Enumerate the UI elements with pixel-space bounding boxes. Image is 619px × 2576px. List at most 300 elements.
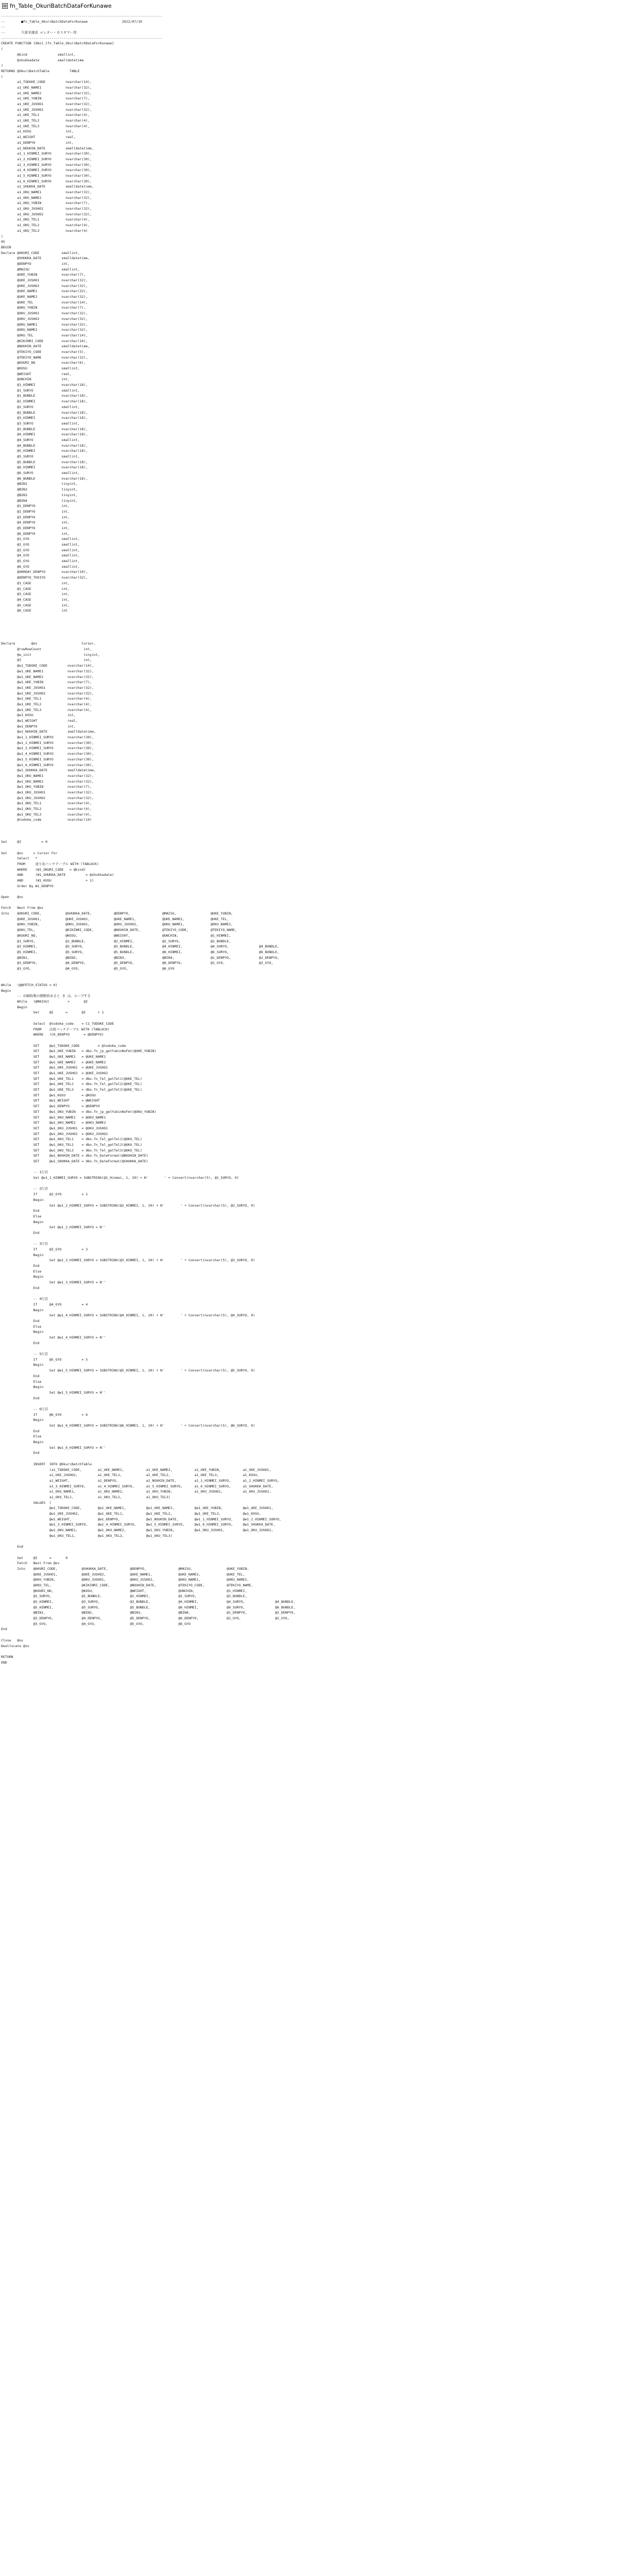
code-line: a1_UKE_JUSHO2 nvarchar(32),: [1, 107, 92, 112]
code-line: a1_3_HINMEI_SURYO nvarchar(30),: [1, 162, 92, 167]
code-line: SET @w1_OKU_JUSHO2 = @OKU_JUSHO2: [1, 1131, 108, 1136]
code-line: @4_DENPYO int,: [1, 520, 70, 525]
code-line: [1, 1550, 619, 1555]
code-line: @OKRDAY_DENPYO nvarchar(10),: [1, 570, 88, 574]
code-line: [1, 1015, 619, 1021]
code-line: Begin: [1, 1440, 44, 1445]
code-line: @OKU_JUSHO1 nvarchar(32),: [1, 311, 88, 316]
code-line: @NOUHIN_DATE smalldatetime,: [1, 344, 90, 349]
code-line: @w1_UKE_JUSHO2, @w1_UKE_TEL1, @w1_UKE_TEL2, @w1_UKE_TEL3, @w1_KOSU,: [1, 1512, 261, 1516]
code-line: @w1_UKE_JUSHO1 nvarchar(32),: [1, 685, 94, 690]
code-line: @6_BUNDLE nvarchar(18),: [1, 476, 88, 481]
code-line: SET @w1_OKU_TEL1 = dbo.fn_Tel_getTel1(@OKU_TEL): [1, 1137, 142, 1142]
code-line: Into @OKURI_CODE, @SHUKKA_DATE, @DENPYO, @MAISU, @UKE_YUBIN,: [1, 911, 233, 916]
code-line: a1_OKU_JUSHO2 nvarchar(32),: [1, 212, 92, 216]
code-line: -- 2行目: [1, 1187, 48, 1191]
code-line: @w1_OKU_JUSHO2 nvarchar(32),: [1, 795, 94, 800]
code-line: @w1_OKU_TEL1, @w1_OKU_TEL2, @w1_OKU_TEL3): [1, 1533, 173, 1538]
code-line: @OKU_NAME1 nvarchar(32),: [1, 322, 88, 327]
code-line: @UNCHIN int,: [1, 377, 70, 382]
code-line: Begin: [1, 1197, 44, 1202]
code-line: WHERE (C0_DENPYO = @DENPYO): [1, 1032, 104, 1037]
code-line: @3_HINMEI, @3_SURYO, @3_BUNDLE, @4_HINMEI, @4_SURYO, @4_BUNDLE,: [1, 1600, 296, 1604]
code-line: [1, 1236, 619, 1242]
code-line: Else: [1, 1434, 42, 1439]
code-line: @2_SURYO smallint,: [1, 404, 80, 409]
code-line: Begin: [1, 1219, 44, 1224]
code-line: a1_6_HINMEI_SURYO nvarchar(30),: [1, 179, 92, 183]
code-line: @5_BUNDLE nvarchar(18),: [1, 460, 88, 464]
code-line: SET @w1_TODOKE_CODE = @todoke_code: [1, 1043, 126, 1048]
code-line: [1, 977, 619, 982]
code-line: a1_OKU_NAME1 nvarchar(32),: [1, 190, 92, 194]
code-line: -- 6行目: [1, 1406, 48, 1411]
code-line: @OKU_JUSHO2 nvarchar(32),: [1, 316, 88, 321]
code-line: @3_DENPYO, @4_DENPYO, @5_DENPYO, @6_DENPYO, @1_GYO, @2_GYO,: [1, 1616, 289, 1621]
code-line: a1_TODOKE_CODE nvarchar(14),: [1, 80, 92, 84]
code-line: [1, 1181, 619, 1187]
code-line: @UKE_YUBIN nvarchar(7),: [1, 273, 86, 277]
code-line: @w1_1_HINMEI_SURYO nvarchar(30),: [1, 735, 94, 740]
code-line: @KOURI_NO nvarchar(6),: [1, 361, 86, 365]
code-line: [1, 636, 619, 641]
code-line: If @6_GYO = 6: [1, 1412, 88, 1417]
code-line: End: [1, 1545, 24, 1549]
code-line: a1_5_HINMEI_SURYO nvarchar(30),: [1, 173, 92, 178]
code-line: If @2_GYO = 2: [1, 1192, 88, 1197]
code-line: FROM 送り状バッチテーブル WITH (TABLOCK): [1, 861, 99, 866]
code-line: @6_DENPYO int,: [1, 531, 70, 536]
code-line: a1_2_HINMEI_SURYO nvarchar(30),: [1, 157, 92, 161]
code-line: @6_SURYO smallint,: [1, 471, 80, 476]
code-line: Set @w1_1_HINMEI_SURYO = SUBSTRING(@1_Hinmei, 1, 20) + N' ' + Convert(nvarchar(5), @1_SURYO, 0): [1, 1176, 239, 1180]
code-line: Fetch Next From @ov: [1, 906, 44, 910]
code-line: Deallocate @ov: [1, 1643, 29, 1648]
code-line: @KOSU smallint,: [1, 366, 80, 370]
code-line: a1_UKE_NAME1 nvarchar(32),: [1, 85, 92, 90]
code-line: @SHUKKA_DATE smalldatetime,: [1, 256, 90, 261]
code-line: Fetch Next From @ov: [1, 1561, 60, 1566]
code-line: a1_1_HINMEI_SURYO nvarchar(30),: [1, 151, 92, 156]
code-line: SET @w1_OKU_TEL2 = dbo.fn_Tel_getTel2(@OKU_TEL): [1, 1142, 142, 1147]
code-line: Begin: [1, 1308, 44, 1312]
code-line: @w1_UKE_TEL3 nvarchar(4),: [1, 707, 92, 712]
code-line: a1_UKE_TEL2 nvarchar(4),: [1, 118, 90, 123]
code-line: @w1_WEIGHT, @w1_DENPYO, @w1_NOUHIN_DATE, @w1_1_HINMEI_SURYO, @w1_2_HINMEI_SURYO,: [1, 1517, 281, 1521]
code-line: CREATE FUNCTION [dbo].[fn_Table_OkuriBatchDataForKunawe]: [1, 41, 114, 46]
code-line: @5_DENPYO int,: [1, 526, 70, 530]
code-line: a1_NOUHIN_DATE smalldatetime,: [1, 146, 94, 150]
code-line: ): [1, 234, 3, 239]
code-line: BEGIN: [1, 245, 11, 249]
code-line: End: [1, 1627, 7, 1632]
code-line: @UKE_NAME1 nvarchar(32),: [1, 289, 88, 294]
code-line: Select *: [1, 856, 38, 861]
code-line: Set @w1_2_HINMEI_SURYO = SUBSTRING(@2_HINMEI, 1, 20) + N' ' + Convert(nvarchar(5), @2_SURYO, 0): [1, 1203, 255, 1208]
code-line: @4_HINMEI nvarchar(18),: [1, 432, 88, 437]
code-line: @w1_TODOKE_CODE, @w1_UKE_NAME1, @w1_UKE_NAME2, @w1_UKE_YUBIN, @w1_UKE_JUSHO1,: [1, 1506, 273, 1511]
code-line: Else: [1, 1324, 42, 1329]
code-line: Open @ov: [1, 895, 24, 899]
code-line: @UKE_JUSHO1, @UKE_JUSHO2, @UKE_NAME1, @UKE_NAME2, @UKE_TEL,: [1, 1572, 245, 1577]
code-line: @OKU_NAME2 nvarchar(32),: [1, 328, 88, 332]
code-line: End: [1, 1451, 40, 1455]
code-line: @w1_6_HINMEI_SURYO nvarchar(30),: [1, 762, 94, 767]
code-line: SET @w1_UKE_NAME2 = @UKE_NAME2: [1, 1060, 106, 1064]
code-line: @w1_WEIGHT real,: [1, 719, 78, 723]
document-title: fn_Table_OkuriBatchDataForKunawe: [10, 2, 112, 9]
code-line: [1, 1291, 619, 1297]
code-line: [1, 972, 619, 977]
code-line: @w1_UKE_TEL1 nvarchar(4),: [1, 697, 92, 701]
code-line: @3_GYO, @4_GYO, @5_GYO, @6_GYO: [1, 966, 175, 971]
code-line: Begin: [1, 1363, 44, 1367]
code-line: @UKE_JUSHO1 nvarchar(32),: [1, 278, 88, 282]
code-line: End: [1, 1318, 40, 1323]
code-line: @5_SURYO smallint,: [1, 454, 80, 459]
code-line: [1, 889, 619, 894]
code-line: Else: [1, 1214, 42, 1218]
code-line: Begin: [1, 988, 11, 993]
code-line: -- 3行目: [1, 1242, 48, 1246]
code-line: Set @w1_3_HINMEI_SURYO = SUBSTRING(@3_HINMEI, 1, 20) + N' ' + Convert(nvarchar(5), @3_SURYO, 0): [1, 1258, 255, 1263]
code-line: @5_HINMEI nvarchar(18),: [1, 449, 88, 453]
code-line: @w1_UKE_TEL2 nvarchar(4),: [1, 702, 92, 706]
code-line: a1_UKE_TEL1 nvarchar(4),: [1, 113, 90, 117]
code-line: @w1_OKU_TEL2 nvarchar(4),: [1, 807, 92, 811]
code-line: SET @w1_UKE_JUSHO2 = @UKE_JUSHO2: [1, 1071, 108, 1075]
code-line: @3_CASE int,: [1, 592, 70, 597]
code-line: @MAISU smallint,: [1, 267, 80, 272]
code-line: @1_SURYO, @1_BUNDLE, @2_HINMEI, @2_SURYO, @2_BUNDLE,: [1, 939, 231, 943]
code-line: a1_OKU_NAME1, a1_OKU_NAME2, a1_OKU_YUBIN, a1_OKU_JUSHO1, a1_OKU_JUSHO2,: [1, 1489, 271, 1494]
code-line: SET @w1_UKE_YUBIN = dbo.fn_jp_getYubinNoFmt(@UKE_YUBIN): [1, 1049, 157, 1054]
code-line: a1_4_HINMEI_SURYO nvarchar(30),: [1, 168, 92, 173]
code-line: @w1_5_HINMEI_SURYO nvarchar(30),: [1, 757, 94, 761]
code-line: @3_BUNDLE nvarchar(18),: [1, 427, 88, 431]
code-line: @kind smallint,: [1, 52, 76, 57]
code-line: (: [1, 74, 3, 79]
code-line: a1_3_HINMEI_SURYO, a1_4_HINMEI_SURYO, a1_5_HINMEI_SURYO, a1_6_HINMEI_SURYO, a1_SHUKKA_DATE,: [1, 1484, 273, 1488]
code-line: -- 4行目: [1, 1297, 48, 1301]
code-line: @3_HINMEI nvarchar(18),: [1, 416, 88, 420]
code-line: @BIN1, @BIN2, @BIN3, @BIN4, @1_DENPYO, @2_DENPYO,: [1, 955, 280, 960]
sql-source-code: [0, 11, 619, 2576]
code-line: AND (W1_SHUKKA_DATE = @shukkadate): [1, 873, 114, 877]
code-line: @1_HINMEI nvarchar(18),: [1, 383, 88, 387]
code-line: @shukkadate smalldatetime: [1, 58, 84, 62]
code-line: @w1_NOUHIN_DATE smalldatetime,: [1, 730, 96, 734]
code-line: [1, 619, 619, 625]
code-line: @w1_OKU_TEL1 nvarchar(4),: [1, 801, 92, 806]
code-line: --: [1, 25, 5, 29]
code-line: SET @w1_OKU_YUBIN = dbo.fn_jp_getYubinNoFmt(@OKU_YUBIN): [1, 1109, 157, 1114]
code-line: @w_init tinyint,: [1, 652, 100, 657]
code-line: a1_UKE_NAME2 nvarchar(32),: [1, 91, 92, 95]
code-line: If @4_GYO = 4: [1, 1302, 88, 1307]
code-line: @2_GYO smallint,: [1, 543, 80, 547]
code-line: @UKE_NAME2 nvarchar(32),: [1, 295, 88, 299]
code-line: @w1_2_HINMEI_SURYO nvarchar(30),: [1, 740, 94, 745]
code-line: SET @w1_OKU_TEL3 = dbo.fn_Tel_getTel3(@OKU_TEL): [1, 1148, 142, 1153]
code-line: [1, 828, 619, 834]
code-line: @TEKIYO_CODE nvarchar(5),: [1, 349, 86, 354]
code-line: @3_SURYO smallint,: [1, 421, 80, 426]
code-line: END: [1, 1660, 7, 1665]
code-line: Set @w1_4_HINMEI_SURYO = SUBSTRING(@4_HINMEI, 1, 20) + N' ' + Convert(nvarchar(5), @4_SURYO, 0): [1, 1313, 255, 1318]
code-line: @5_HINMEI, @5_SURYO, @5_BUNDLE, @6_HINMEI, @6_SURYO, @6_BUNDLE,: [1, 1605, 296, 1609]
code-line: RETURN: [1, 1654, 13, 1659]
code-line: a1_DENPYO int,: [1, 140, 74, 145]
code-line: While (@@FETCH_STATUS = 0): [1, 983, 58, 987]
code-line: @w1_OKU_NAME1, @w1_OKU_NAME2, @w1_OKU_YUBIN, @w1_OKU_JUSHO1, @w1_OKU_JUSHO2,: [1, 1528, 273, 1533]
code-line: a1_KOSU int,: [1, 129, 74, 134]
code-line: SET @w1_NOUHIN_DATE = dbo.fn_DateFormat(@NOUHIN_DATE): [1, 1154, 148, 1158]
code-line: [1, 1649, 619, 1654]
code-line: a1_SHUKKA_DATE smalldatetime,: [1, 184, 94, 189]
code-line: a1_OKU_JUSHO1 nvarchar(32),: [1, 207, 92, 211]
code-line: @w1_SHUKKA_DATE smalldatetime,: [1, 768, 96, 773]
code-line: @1_BUNDLE nvarchar(18),: [1, 394, 88, 398]
code-line: @w1_3_HINMEI_SURYO, @w1_4_HINMEI_SURYO, @w1_5_HINMEI_SURYO, @w1_6_HINMEI_SURYO, @w1_SHUKKA_DATE,: [1, 1522, 276, 1527]
code-line: @3_GYO smallint,: [1, 548, 80, 552]
code-line: [1, 1401, 619, 1406]
code-line: FROM 出荷バッチテーブル WITH (TABLOCK): [1, 1027, 110, 1031]
code-line: a1_UKE_JUSHO1 nvarchar(32),: [1, 102, 92, 106]
code-line: @2_HINMEI nvarchar(18),: [1, 399, 88, 404]
code-line: Set @ov = Cursor For: [1, 851, 58, 855]
code-line: [1, 834, 619, 839]
code-line: @4_SURYO smallint,: [1, 437, 80, 442]
code-line: @w1_OKU_NAME2 nvarchar(32),: [1, 779, 94, 784]
code-line: a1_UKE_JUSHO2, a1_UKE_TEL1, a1_UKE_TEL2, a1_UKE_TEL3, a1_KOSU,: [1, 1473, 259, 1478]
code-line: @2_DENPYO int,: [1, 509, 70, 514]
code-line: Into @OKURI_CODE, @SHUKKA_DATE, @DENPYO, @MAISU, @UKE_YUBIN,: [1, 1566, 249, 1571]
code-line: @OKU_YUBIN, @OKU_JUSHO1, @OKU_JUSHO2, @OKU_NAME1, @OKU_NAME2,: [1, 1578, 249, 1582]
code-line: End: [1, 1264, 40, 1268]
code-line: a1_WEIGHT real,: [1, 135, 76, 140]
code-line: a1_UKE_YUBIN nvarchar(7),: [1, 96, 90, 101]
code-line: SET @w1_UKE_TEL3 = dbo.fn_Tel_getTel3(@UKE_TEL): [1, 1088, 142, 1092]
code-line: [1, 1538, 619, 1544]
code-line: WHERE (W1_OKURI_CODE = @kind): [1, 867, 86, 872]
code-line: Set @w1_4_HINMEI_SURYO = N'': [1, 1335, 106, 1340]
code-line: While (@MAISU) > @I: [1, 999, 88, 1004]
code-line: Begin: [1, 1418, 44, 1422]
document-title-bar: [0, 0, 619, 11]
code-line: @5_CASE int,: [1, 603, 70, 607]
code-line: @KOURI_NO, @KOSU, @WEIGHT, @UNCHIN, @1_HINMEI,: [1, 933, 231, 938]
code-line: (: [1, 47, 3, 52]
code-line: [1, 624, 619, 630]
code-line: @w1_3_HINMEI_SURYO nvarchar(30),: [1, 746, 94, 751]
code-line: @3_DENPYO, @4_DENPYO, @5_DENPYO, @6_DENPYO, @1_GYO, @2_GYO,: [1, 961, 273, 965]
code-line: a1_UKE_TEL3 nvarchar(4),: [1, 124, 90, 128]
code-line: @w1_KOSU int,: [1, 713, 76, 718]
code-line: a1_OKU_NAME2 nvarchar(32),: [1, 195, 92, 200]
code-line: --------------------------------------------------------------------------------: [1, 14, 163, 18]
code-line: @w1_UKE_JUSHO2 nvarchar(32),: [1, 691, 94, 696]
code-line: @4_BUNDLE nvarchar(18),: [1, 443, 88, 448]
code-line: @BIN1, @BIN2, @BIN3, @BIN4, @1_DENPYO, @2_DENPYO,: [1, 1611, 296, 1615]
code-line: a1_OKU_YUBIN nvarchar(7),: [1, 201, 90, 206]
code-line: a1_OKU_TEL3 nvarchar(4): [1, 228, 88, 233]
code-line: [1, 614, 619, 619]
code-line: @2_BUNDLE nvarchar(18),: [1, 410, 88, 415]
code-line: @w1_UKE_NAME2 nvarchar(32),: [1, 674, 94, 679]
code-line: Set @I = 0: [1, 840, 48, 844]
code-line: Set @w1_5_HINMEI_SURYO = SUBSTRING(@5_HINMEI, 1, 20) + N' ' + Convert(nvarchar(5), @5_SURYO, 0): [1, 1368, 255, 1373]
code-line: Order By W1_DENPYO: [1, 884, 54, 888]
code-line: End: [1, 1230, 40, 1235]
code-line: VALUES (: [1, 1500, 51, 1505]
code-line: @w1_OKU_NAME1 nvarchar(32),: [1, 773, 94, 778]
code-line: [1, 630, 619, 636]
code-line: --------------------------------------------------------------------------------: [1, 36, 163, 40]
code-line: @w1_OKU_YUBIN nvarchar(7),: [1, 785, 92, 789]
code-line: @OKU_TEL nvarchar(14),: [1, 333, 88, 337]
code-line: -- 5行目: [1, 1352, 48, 1357]
code-line: @KOURI_NO, @KOSU, @WEIGHT, @UNCHIN, @1_HINMEI,: [1, 1588, 247, 1593]
code-line: a1_OKU_TEL2 nvarchar(4),: [1, 223, 90, 228]
document-icon: [2, 3, 8, 9]
code-line: a1_OKU_TEL1 nvarchar(4),: [1, 217, 90, 222]
code-line: @6_CASE int: [1, 608, 68, 613]
code-line: @UKE_JUSHO1, @UKE_JUSHO2, @UKE_NAME1, @UKE_NAME2, @UKE_TEL,: [1, 917, 229, 921]
code-line: End: [1, 1209, 40, 1213]
code-line: @4_CASE int,: [1, 597, 70, 602]
code-line: @1_CASE int,: [1, 581, 70, 585]
code-line: @w1_4_HINMEI_SURYO nvarchar(30),: [1, 752, 94, 756]
code-line: @UKE_JUSHO2 nvarchar(32),: [1, 283, 88, 288]
code-line: SET @w1_UKE_JUSHO1 = @UKE_JUSHO1: [1, 1065, 108, 1070]
code-line: SET @w1_SHUKKA_DATE = dbo.fn_DateFormat(@SHUKKA_DATE): [1, 1159, 148, 1163]
code-line: RETURNS @OkuriBatchTable TABLE: [1, 69, 80, 73]
code-line: @KIKINRI_CODE nvarchar(10),: [1, 338, 88, 343]
code-line: ): [1, 63, 3, 68]
code-line: @OKU_YUBIN nvarchar(7),: [1, 306, 86, 310]
code-line: -- 印刷枚数の個数枚あると き は、ループする: [1, 994, 91, 998]
code-line: End: [1, 1396, 40, 1400]
code-line: SET @w1_OKU_NAME2 = @OKU_NAME2: [1, 1121, 106, 1125]
code-line: @OKU_TEL, @KIKINRI_CODE, @NOUHIN_DATE, @TEKIYO_CODE, @TEKIYO_NAME,: [1, 928, 237, 933]
code-line: @DENPYO_TEKIYO nvarchar(32),: [1, 575, 88, 580]
code-line: @6_GYO smallint,: [1, 564, 80, 569]
code-line: If @5_GYO = 5: [1, 1357, 88, 1362]
code-line: SET @w1_DENPYO = @DENPYO: [1, 1104, 100, 1109]
code-line: @BIN4 tinyint,: [1, 498, 78, 503]
code-line: @w1_OKU_JUSHO1 nvarchar(32),: [1, 790, 94, 794]
code-line: @1_DENPYO int,: [1, 504, 70, 509]
code-line: @2_CASE int,: [1, 586, 70, 591]
code-line: Declare @OKURI_CODE smallint,: [1, 250, 80, 255]
code-line: @w1_UKE_YUBIN nvarchar(7),: [1, 680, 92, 685]
code-line: Set @w1_6_HINMEI_SURYO = N'': [1, 1445, 106, 1450]
code-line: End: [1, 1429, 40, 1433]
code-line: @rowRowCount int,: [1, 647, 92, 652]
code-line: @w1_UKE_NAME1 nvarchar(32),: [1, 669, 94, 673]
code-line: Begin: [1, 1252, 44, 1257]
code-line: @5_GYO smallint,: [1, 559, 80, 564]
code-line: @3_GYO, @4_GYO, @5_GYO, @6_GYO: [1, 1621, 191, 1626]
code-line: SET @w1_UKE_NAME1 = @UKE_NAME1: [1, 1054, 106, 1059]
code-line: SET @w1_OKU_NAME1 = @OKU_NAME1: [1, 1115, 106, 1120]
code-line: @w1_OKU_TEL3 nvarchar(4),: [1, 812, 92, 817]
code-line: SET @w1_OKU_JUSHO1 = @OKU_JUSHO1: [1, 1126, 108, 1130]
code-line: SET @w1_UKE_TEL2 = dbo.fn_Tel_getTel2(@UKE_TEL): [1, 1082, 142, 1087]
code-line: @I int,: [1, 658, 92, 663]
code-line: Set @w1_5_HINMEI_SURYO = N'': [1, 1390, 106, 1395]
code-line: Set @I = 0: [1, 1555, 68, 1560]
code-line: [1, 1164, 619, 1170]
code-line: @3_HINMEI, @3_SURYO, @3_BUNDLE, @4_HINMEI, @4_SURYO, @4_BUNDLE,: [1, 944, 280, 949]
code-line: SET @w1_UKE_TEL1 = dbo.fn_Tel_getTel1(@UKE_TEL): [1, 1076, 142, 1081]
code-line: a1_OKU_TEL1, a1_OKU_TEL2, a1_OKU_TEL3): [1, 1495, 170, 1499]
code-line: @4_GYO smallint,: [1, 553, 80, 558]
code-line: AS: [1, 240, 5, 244]
code-line: @6_HINMEI nvarchar(18),: [1, 465, 88, 470]
code-line: @WEIGHT real,: [1, 371, 72, 376]
code-line: INSERT INTO @OkuriBatchTable: [1, 1462, 92, 1466]
code-line: Begin: [1, 1005, 27, 1009]
code-line: @3_DENPYO int,: [1, 515, 70, 519]
code-line: Declare @ov Cursor,: [1, 641, 96, 646]
code-line: Else: [1, 1269, 42, 1274]
code-line: Begin: [1, 1385, 44, 1389]
code-line: [1, 900, 619, 906]
code-line: @w1_DENPYO int,: [1, 724, 76, 728]
code-line: Else: [1, 1379, 42, 1384]
code-line: [1, 1632, 619, 1638]
code-line: Close @ov: [1, 1638, 24, 1642]
code-line: @UKE_TEL nvarchar(14),: [1, 300, 88, 304]
code-line: @5_HINMEI, @5_SURYO, @5_BUNDLE, @6_HINMEI, @6_SURYO, @6_BUNDLE,: [1, 950, 280, 954]
code-line: End: [1, 1341, 40, 1345]
code-line: @BIN2 tinyint,: [1, 487, 78, 492]
code-line: Set @w1_2_HINMEI_SURYO = N'': [1, 1225, 106, 1230]
code-line: a1_WEIGHT, a1_DENPYO, a1_NOUHIN_DATE, a1_1_HINMEI_SURYO, a1_2_HINMEI_SURYO,: [1, 1478, 280, 1483]
code-line: Begin: [1, 1330, 44, 1334]
code-line: End: [1, 1285, 40, 1290]
code-line: @BIN3 tinyint,: [1, 493, 78, 497]
code-line: Set @I = @I + 1: [1, 1010, 104, 1015]
code-line: -- 久留米運送 ｅレター・カスタマー用: [1, 30, 77, 35]
code-line: Begin: [1, 1275, 44, 1279]
code-line: -- 1行目: [1, 1170, 48, 1175]
code-line: SET @w1_KOSU = @KOSU: [1, 1093, 96, 1097]
code-line: @TEKIYO_NAME nvarchar(32),: [1, 355, 88, 360]
code-line: @todoke_code nvarchar(14): [1, 818, 92, 822]
code-line: [1, 1346, 619, 1351]
code-line: If @3_GYO = 3: [1, 1247, 88, 1251]
code-line: (a1_TODOKE_CODE, a1_UKE_NAME1, a1_UKE_NAME2, a1_UKE_YUBIN, a1_UKE_JUSHO1,: [1, 1467, 271, 1472]
code-line: [1, 823, 619, 828]
code-line: @OKU_TEL, @KIKINRI_CODE, @NOUHIN_DATE, @TEKIYO_CODE, @TEKIYO_NAME,: [1, 1583, 253, 1587]
code-line: @w1_TODOKE_CODE nvarchar(14),: [1, 664, 94, 668]
code-line: SET @w1_WEIGHT = @WEIGHT: [1, 1098, 100, 1103]
code-line: [1, 1038, 619, 1043]
code-line: @OKU_YUBIN, @OKU_JUSHO1, @OKU_JUSHO2, @OKU_NAME1, @OKU_NAME2,: [1, 922, 233, 927]
code-line: -- ■fn_Table_OkuriBatchDataForKunawe 2022/07/10: [1, 19, 142, 24]
code-line: [1, 1456, 619, 1462]
code-line: Select @todoke_code = C1_TODOKE_CODE: [1, 1021, 114, 1026]
code-line: @1_SURYO smallint,: [1, 388, 80, 393]
code-line: End: [1, 1374, 40, 1378]
code-line: Set @w1_6_HINMEI_SURYO = SUBSTRING(@6_HINMEI, 1, 20) + N' ' + Convert(nvarchar(5), @6_SURYO, 0): [1, 1423, 255, 1428]
code-line: @DENPYO int,: [1, 261, 70, 266]
code-line: @1_SURYO, @1_BUNDLE, @2_HINMEI, @2_SURYO, @2_BUNDLE,: [1, 1594, 247, 1599]
code-line: AND (W1_KOSU > 1): [1, 878, 94, 883]
